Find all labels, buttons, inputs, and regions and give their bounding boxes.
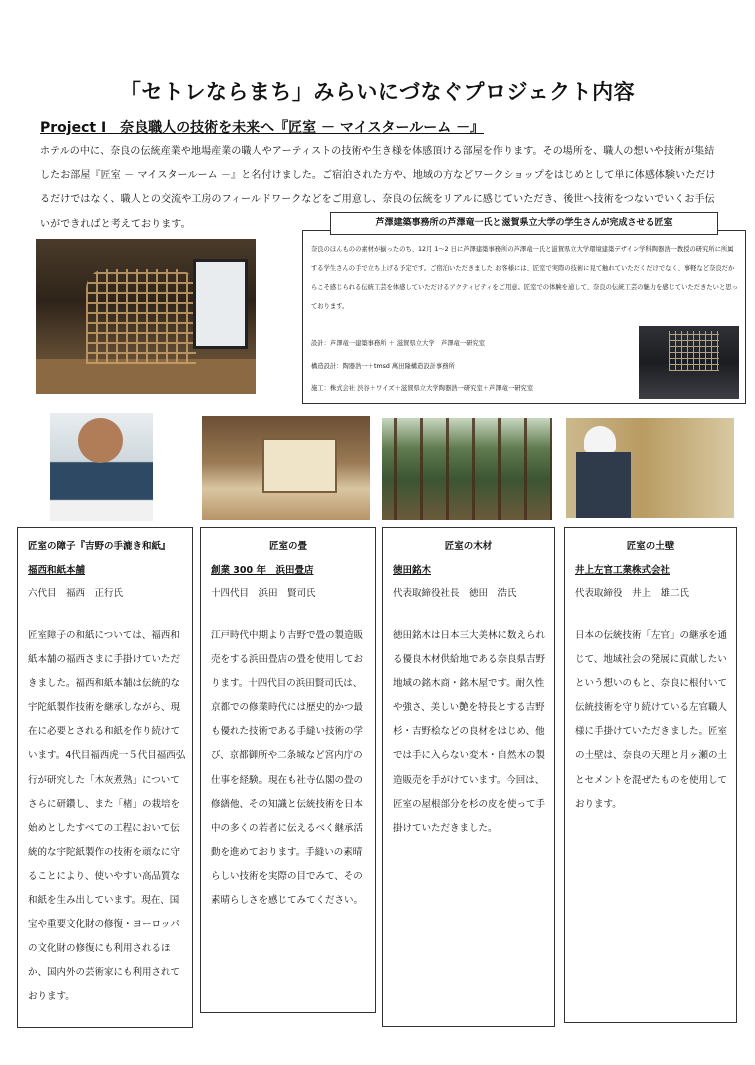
- collaboration-box: [302, 230, 746, 404]
- card-title: 匠室の障子『吉野の手漉き和紙』: [28, 541, 171, 552]
- card-body: 徳田銘木は日本三大美林に数えられる優良木材供給地である奈良県吉野地域の銘木商・銘木屋です。耐久性や強さ、美しい艶を特長とする吉野杉・吉野桧などの良材をはじめ、他では手に入らない変木・自然木の製造販売を手がけています。今回は、匠室の屋根部分を杉の皮を使って手掛けていただきました。: [393, 630, 546, 834]
- cedar-forest-photo: [382, 418, 552, 520]
- card-company: 創業 300 年 浜田畳店: [211, 565, 314, 576]
- card-body: 匠室障子の和紙については、福西和紙本舗の福西さまに手掛けていただきました。福西和紙本舗は伝統的な宇陀紙製作技術を継承しながら、現在に必要とされる和紙を作り続けています。4代目福西虎一５代目福西弘行が研究した「木灰煮熟」についてさらに研鑽し、また「楮」の栽培を始めとしたすべての工程において伝統的な宇陀紙製作の技術を頑なに守ることにより、使いやすい高品質な和紙を生み出しています。現在、国宝や重要文化財の修復・ヨーロッパの文化財の修復にも利用されるほか、国内外の芸術家にも利用されております。: [28, 630, 186, 1003]
- card-role: 十四代目 浜田 賢司氏: [211, 588, 316, 599]
- credit-structure: 構造設計：陶器浩一＋tmsd 萬田隆構造設計事務所: [311, 362, 455, 370]
- card-body: 日本の伝統技術「左官」の継承を通じて、地域社会の発展に貢献したいという想いのもと、奈良に根付いて伝統技術を守り続けている左官職人様に手掛けていただきました。匠室の土壁は、奈良の天理と月ヶ瀬の土とセメントを混ぜたものを使用しております。: [575, 630, 728, 810]
- card-timber: [382, 527, 555, 1027]
- tatami-craftsman-photo: [202, 416, 370, 520]
- page-title: 「セトレならまち」みらいにづなぐプロジェクト内容: [119, 80, 636, 104]
- card-washi: [17, 527, 193, 1028]
- project-intro: ホテルの中に、奈良の伝統産業や地場産業の職人やアーティストの技術や生き様を体感頂ける部屋を作ります。その場所を、職人の想いや技術が集結したお部屋『匠室 － マイスタールーム －』と名付けました。ご宿泊された方や、地域の方などワークショップをはじめとして単に体感体験いただけるだけではなく、職人との交流や工房のフィールドワークなどをご用意し、奈良の伝統をリアルに感じていただき、後世へ技術をつないでいくお手伝いができればと考えております。: [40, 146, 716, 230]
- card-tatami: [200, 527, 376, 1013]
- collaboration-heading: 芦澤建築事務所の芦澤竜一氏と滋賀県立大学の学生さんが完成させる匠室: [330, 212, 718, 235]
- credit-construction: 施工：株式会社 渋谷＋ワイズ＋滋賀県立大学陶器浩一研究室＋芦澤竜一研究室: [311, 385, 534, 392]
- card-company: 徳田銘木: [393, 565, 432, 576]
- plasterer-photo: [566, 418, 734, 518]
- installation-photo: [639, 326, 739, 399]
- paper-craftsman-photo: [50, 413, 153, 521]
- card-title: 匠室の木材: [444, 541, 493, 552]
- card-title: 匠室の畳: [268, 541, 307, 552]
- room-rendering-image: [36, 239, 256, 394]
- card-company: 福西和紙本舗: [28, 565, 86, 576]
- card-body: 江戸時代中期より吉野で畳の製造販売をする浜田畳店の畳を使用しております。十四代目の浜田賢司氏は、京都での修業時代には歴史的かつ最も優れた技術である手縫い技術の学び、京都御所や二条城など宮内庁の仕事を経験。現在も社寺仏閣の畳の修繕他、その知識と伝統技術を日本中の多くの若者に伝えるべく継承活動を進めております。手縫いの素晴らしい技術を実際の目でみて、その素晴らしさを感じてみてください。: [211, 630, 364, 907]
- card-role: 代表取締役 井上 雄二氏: [575, 588, 690, 599]
- card-company: 井上左官工業株式会社: [575, 565, 671, 576]
- card-earthen-wall: [564, 527, 737, 1023]
- card-role: 六代目 福西 正行氏: [28, 588, 124, 599]
- credit-design: 設計：芦澤竜一建築事務所 ＋ 滋賀県立大学 芦澤竜一研究室: [311, 340, 486, 347]
- collaboration-text: 奈良のほんものの素材が揃ったのち、12月 1～2 日に芦澤建築事務所の芦澤竜一氏と滋賀県立大学環境建築デザイン学科陶器浩一教授の研究所に所属する学生さんの手で立ち上げる予定です。ご宿泊いただきました お客様には、匠室で実際の技術に見て触れていただくだけでなく、事軽など奈良だからこそ感じられる伝統工芸を体感していただけるアクティビティをご用意。匠室での体験を通して、奈良の伝統工芸の魅力を感じていただきたいと思っております。: [311, 246, 738, 310]
- card-role: 代表取締役社長 徳田 浩氏: [393, 588, 517, 599]
- card-title: 匠室の土壁: [626, 541, 675, 552]
- project-heading: Project Ⅰ 奈良職人の技術を未来へ『匠室 － マイスタールーム －』: [40, 120, 485, 136]
- collaboration-credits: [311, 333, 631, 401]
